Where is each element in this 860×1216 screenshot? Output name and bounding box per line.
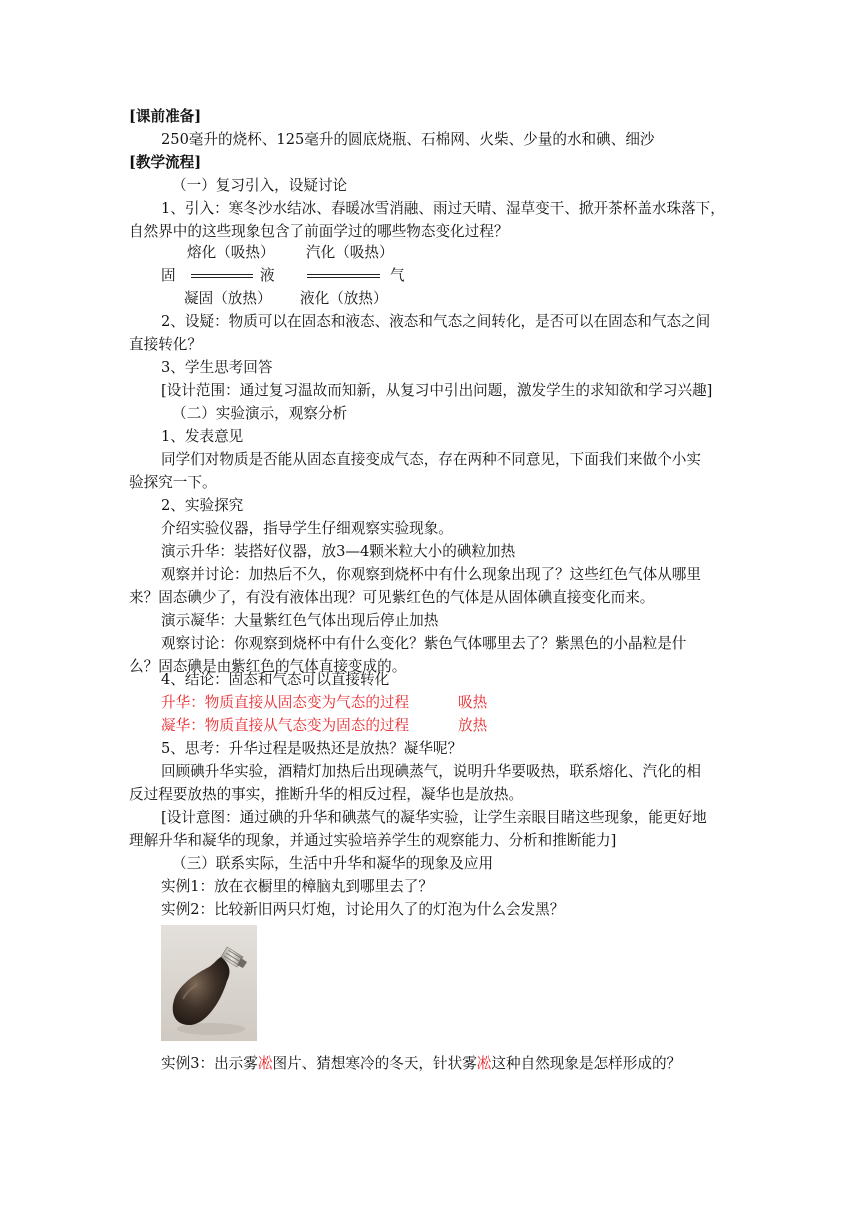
example-3-middle: 图片、猜想寒冷的冬天，针状雾	[272, 1055, 477, 1072]
diagram-arrow-solid-liquid	[191, 274, 253, 278]
diagram-vaporization-label: 汽化（吸热）	[306, 244, 394, 261]
part2-step-1: 1、发表意见	[161, 428, 244, 445]
example-2: 实例2：比较新旧两只灯炮，讨论用久了的灯泡为什么会发黑？	[161, 901, 565, 918]
diagram-solidification-label: 凝固（放热）	[184, 290, 272, 307]
part1-title: （一）复习引入，设疑讨论	[172, 177, 348, 194]
diagram-melting-label: 熔化（吸热）	[187, 244, 275, 261]
design-note-2-line-1: [设计意图：通过碘的升华和碘蒸气的凝华实验，让学生亲眼目睹这些现象，能更好地	[161, 809, 707, 826]
diagram-condensation-label: 液化（放热）	[300, 290, 388, 307]
observation-1-line-1: 观察并讨论：加热后不久，你观察到烧杯中有什么现象出现了？这些红色气体从哪里	[161, 566, 701, 583]
example-3	[161, 1052, 681, 1075]
light-bulb-icon	[161, 925, 257, 1041]
example-3-suffix: 这种自然现象是怎样形成的？	[491, 1055, 682, 1072]
conclusion: 4、结论：固态和气态可以直接转化	[161, 671, 390, 688]
design-note-2-line-2: 理解升华和凝华的现象，并通过实验培养学生的观察能力、分析和推断能力]	[129, 832, 617, 849]
observation-1-line-2: 来？固态碘少了，有没有液体出现？可见紫红色的气体是从固体碘直接变化而来。	[129, 589, 655, 606]
observation-2-line-2: 么？固态碘是由紫红色的气体直接变成的。	[129, 658, 407, 675]
opinion-line-2: 验探究一下。	[129, 474, 217, 491]
design-note-1: [设计范围：通过复习温故而知新，从复习中引出问题，激发学生的求知欲和学习兴趣]	[161, 382, 713, 399]
prep-materials: 250毫升的烧杯、125毫升的圆底烧瓶、石棉网、火柴、少量的水和碘、细沙	[161, 131, 655, 148]
deposition-demo: 演示凝华：大量紫红色气体出现后停止加热	[161, 612, 439, 629]
flow-heading: [教学流程]	[129, 154, 202, 171]
observation-2-line-1: 观察讨论：你观察到烧杯中有什么变化？紫色气体哪里去了？紫黑色的小晶粒是什	[161, 635, 687, 652]
question-2-line-1: 2、设疑：物质可以在固态和液态、液态和气态之间转化，是否可以在固态和气态之间	[161, 313, 711, 330]
part3-title: （三）联系实际，生活中升华和凝华的现象及应用	[172, 855, 494, 872]
example-3-highlight-2: 凇	[476, 1055, 492, 1072]
review-line-1: 回顾碘升华实验，酒精灯加热后出现碘蒸气，说明升华要吸热，联系熔化、汽化的相	[161, 763, 701, 780]
example-1: 实例1：放在衣橱里的樟脑丸到哪里去了？	[161, 878, 433, 895]
diagram-gas: 气	[390, 267, 405, 284]
light-bulb-photo	[161, 925, 257, 1041]
sublimation-heat: 吸热	[458, 694, 488, 711]
step-3: 3、学生思考回答	[161, 359, 273, 376]
example-3-highlight-1: 凇	[257, 1055, 273, 1072]
diagram-liquid: 液	[260, 267, 275, 284]
part2-step-5: 5、思考：升华过程是吸热还是放热？凝华呢？	[161, 740, 463, 757]
intro-line-1: 1、引入：寒冬沙水结冰、春暖冰雪消融、雨过天晴、湿草变干、掀开茶杯盖水珠落下，	[161, 200, 725, 217]
part2-step-2: 2、实验探究	[161, 497, 244, 514]
prep-heading: [课前准备]	[129, 108, 202, 125]
review-line-2: 反过程要放热的事实，推断升华的相反过程，凝华也是放热。	[129, 786, 524, 803]
instrument-intro: 介绍实验仪器，指导学生仔细观察实验现象。	[161, 520, 453, 537]
intro-line-2: 自然界中的这些现象包含了前面学过的哪些物态变化过程？	[129, 223, 509, 240]
sublimation-definition: 升华：物质直接从固态变为气态的过程	[161, 694, 410, 711]
diagram-arrow-liquid-gas	[307, 274, 380, 278]
part2-title: （二）实验演示，观察分析	[172, 405, 348, 422]
question-2-line-2: 直接转化？	[129, 336, 202, 353]
opinion-line-1: 同学们对物质是否能从固态直接变成气态，存在两种不同意见，下面我们来做个小实	[161, 451, 701, 468]
example-3-prefix: 实例3：出示雾	[161, 1055, 258, 1072]
diagram-solid: 固	[161, 267, 176, 284]
sublimation-demo: 演示升华：装搭好仪器，放3—4颗米粒大小的碘粒加热	[161, 543, 516, 560]
deposition-definition: 凝华：物质直接从气态变为固态的过程	[161, 717, 410, 734]
deposition-heat: 放热	[458, 717, 488, 734]
